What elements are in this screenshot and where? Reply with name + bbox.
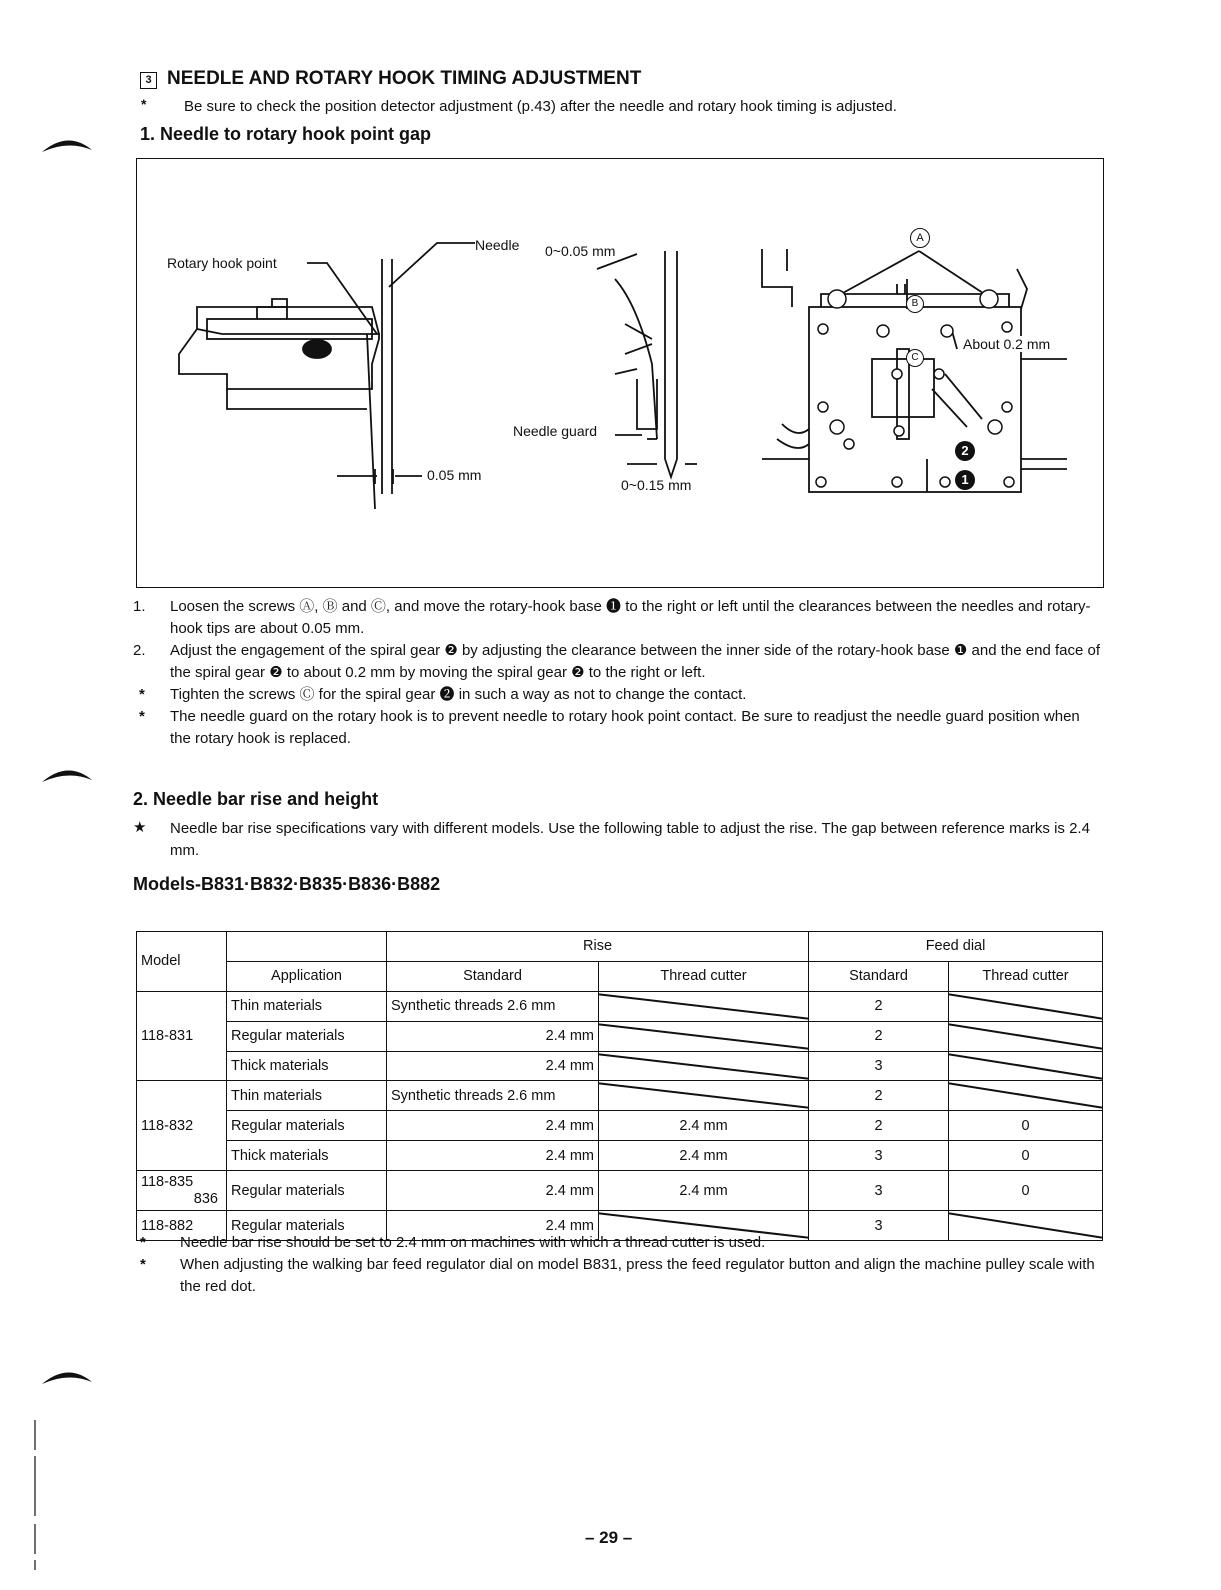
- cell-application: Thick materials: [227, 1141, 387, 1171]
- step-item: * Tighten the screws Ⓒ for the spiral gear ❷ in such a way as not to change the contact.: [139, 686, 747, 703]
- label-needle: Needle: [475, 237, 520, 253]
- header-thread-cutter: Thread cutter: [599, 961, 809, 991]
- cell-rise-standard: Synthetic threads 2.6 mm: [387, 1081, 599, 1111]
- page-title: NEEDLE AND ROTARY HOOK TIMING ADJUSTMENT: [167, 68, 642, 89]
- table-row: [137, 1141, 1103, 1171]
- binder-mark-icon: [40, 1362, 100, 1402]
- label-rotary-hook-point: Rotary hook point: [167, 255, 277, 271]
- cell-rise-thread-cutter: [599, 991, 809, 1021]
- rise-table: [136, 931, 1103, 1241]
- table-header-row: [137, 932, 1103, 962]
- cell-application: Regular materials: [227, 1211, 387, 1241]
- cell-feed-thread-cutter: [949, 1081, 1103, 1111]
- section1-title: 1. Needle to rotary hook point gap: [140, 124, 432, 144]
- cell-application: Thick materials: [227, 1051, 387, 1081]
- header-model: Model: [137, 932, 227, 992]
- cell-application: Regular materials: [227, 1111, 387, 1141]
- cell-rise-standard: 2.4 mm: [387, 1141, 599, 1171]
- footnote-item: * When adjusting the walking bar feed regulator dial on model B831, press the feed regulator button and align the machine pulley scale with the red dot.: [140, 1256, 1095, 1295]
- intro-mark: *: [141, 96, 147, 112]
- cell-rise-standard: Synthetic threads 2.6 mm: [387, 991, 599, 1021]
- cell-feed-thread-cutter: [949, 1021, 1103, 1051]
- cell-feed-standard: 3: [809, 1141, 949, 1171]
- slash-mark: [599, 1052, 808, 1081]
- cell-feed-thread-cutter: [949, 991, 1103, 1021]
- table-header-row: [137, 961, 1103, 991]
- binder-line-icon: [32, 1420, 38, 1570]
- footnotes: [140, 1232, 1102, 1298]
- header-feed-thread-cutter: Thread cutter: [949, 961, 1103, 991]
- cell-feed-thread-cutter: 0: [949, 1111, 1103, 1141]
- cell-rise-standard: 2.4 mm: [387, 1021, 599, 1051]
- label-needle-guard: Needle guard: [513, 423, 598, 439]
- cell-feed-thread-cutter: 0: [949, 1141, 1103, 1171]
- cell-feed-standard: 2: [809, 1021, 949, 1051]
- cell-feed-standard: 2: [809, 991, 949, 1021]
- cell-feed-standard: 2: [809, 1111, 949, 1141]
- cell-feed-standard: 2: [809, 1081, 949, 1111]
- cell-feed-standard: 3: [809, 1171, 949, 1211]
- cell-feed-thread-cutter: 0: [949, 1171, 1103, 1211]
- cell-feed-standard: 3: [809, 1211, 949, 1241]
- cell-rise-standard: 2.4 mm: [387, 1171, 599, 1211]
- figure-drawing: [137, 159, 1103, 587]
- page-heading: [140, 68, 641, 90]
- step-item: * The needle guard on the rotary hook is to prevent needle to rotary hook point contact. Be sure to readjust the needle guard position when the rotary hook is replaced.: [139, 708, 1080, 747]
- intro-note: Be sure to check the position detector adjustment (p.43) after the needle and rotary hook timing is adjusted.: [184, 98, 897, 115]
- slash-mark: [949, 992, 1102, 1021]
- binder-mark-icon: [40, 760, 100, 800]
- header-application: Application: [227, 961, 387, 991]
- cell-rise-thread-cutter: 2.4 mm: [599, 1111, 809, 1141]
- table-row: [137, 1021, 1103, 1051]
- label-gap-bottom: 0~0.15 mm: [621, 477, 692, 493]
- timing-figure: [136, 158, 1104, 588]
- cell-rise-standard: 2.4 mm: [387, 1111, 599, 1141]
- cell-rise-thread-cutter: [599, 1051, 809, 1081]
- cell-feed-thread-cutter: [949, 1051, 1103, 1081]
- slash-mark: [599, 1081, 808, 1110]
- slash-mark: [599, 992, 808, 1021]
- cell-application: Thin materials: [227, 991, 387, 1021]
- cell-model: 118-832: [137, 1081, 227, 1171]
- slash-mark: [949, 1052, 1102, 1081]
- cell-model: 118-882: [137, 1211, 227, 1241]
- table-row: [137, 1171, 1103, 1211]
- binder-mark-icon: [40, 130, 100, 170]
- cell-application: Thin materials: [227, 1081, 387, 1111]
- screw-b-label: B: [906, 295, 924, 313]
- cell-rise-thread-cutter: 2.4 mm: [599, 1171, 809, 1211]
- part-1-label: 1: [955, 470, 975, 490]
- cell-application: Regular materials: [227, 1021, 387, 1051]
- section-box-label: 3: [140, 72, 157, 89]
- screw-c-label: C: [906, 349, 924, 367]
- table-row: [137, 1081, 1103, 1111]
- header-standard: Standard: [387, 961, 599, 991]
- header-feed-standard: Standard: [809, 961, 949, 991]
- screw-a-label: A: [910, 228, 930, 248]
- label-gap-left: 0.05 mm: [427, 467, 482, 483]
- slash-mark: [599, 1022, 808, 1051]
- cell-application: Regular materials: [227, 1171, 387, 1211]
- label-gap-top: 0~0.05 mm: [545, 243, 616, 259]
- slash-mark: [949, 1022, 1102, 1051]
- header-feed-dial: Feed dial: [809, 932, 1103, 962]
- cell-rise-thread-cutter: [599, 1081, 809, 1111]
- cell-model: 118-835 836: [137, 1171, 227, 1211]
- section2-title: 2. Needle bar rise and height: [133, 789, 379, 809]
- table-row: [137, 1111, 1103, 1141]
- header-rise: Rise: [387, 932, 809, 962]
- steps-list: [133, 596, 1101, 750]
- page-number: – 29 –: [585, 1528, 633, 1547]
- part-2-label: 2: [955, 441, 975, 461]
- table-row: [137, 1051, 1103, 1081]
- table-body: [137, 991, 1103, 1240]
- step-item: 1. Loosen the screws Ⓐ, Ⓑ and Ⓒ, and move the rotary-hook base ❶ to the right or left until the clearances between the needles and rotary-hook tips are about 0.05 mm.: [133, 598, 1091, 637]
- cell-feed-standard: 3: [809, 1051, 949, 1081]
- cell-rise-thread-cutter: 2.4 mm: [599, 1141, 809, 1171]
- star-mark: ★: [133, 819, 147, 836]
- models-title: Models-B831·B832·B835·B836·B882: [133, 874, 441, 894]
- footnote-item: * Needle bar rise should be set to 2.4 mm on machines with which a thread cutter is used.: [140, 1234, 766, 1251]
- label-about: About 0.2 mm: [963, 336, 1051, 352]
- cell-rise-standard: 2.4 mm: [387, 1051, 599, 1081]
- slash-mark: [949, 1081, 1102, 1110]
- cell-model: 118-831: [137, 991, 227, 1081]
- section2-note: Needle bar rise specifications vary with different models. Use the following table to adjust the rise. The gap between reference marks is 2.4 mm.: [170, 820, 1090, 859]
- table-row: [137, 991, 1103, 1021]
- step-item: 2. Adjust the engagement of the spiral gear ❷ by adjusting the clearance between the inner side of the rotary-hook base ❶ and the end face of the spiral gear ❷ to about 0.2 mm by moving the spiral gear ❷ to the right or left.: [133, 642, 1100, 681]
- cell-rise-thread-cutter: [599, 1021, 809, 1051]
- cell-rise-standard: 2.4 mm: [387, 1211, 599, 1241]
